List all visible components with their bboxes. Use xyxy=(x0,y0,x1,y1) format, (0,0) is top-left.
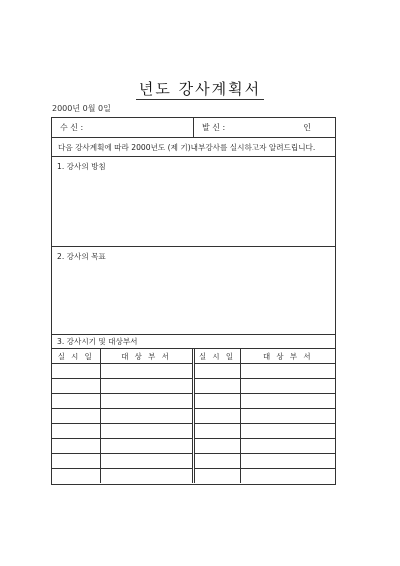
table-cell[interactable] xyxy=(100,379,193,394)
seal-label: 인 xyxy=(303,123,311,132)
table-row xyxy=(52,364,335,379)
column-header: 대 상 부 서 xyxy=(100,349,193,364)
table-cell[interactable] xyxy=(240,454,335,469)
column-header: 실 시 일 xyxy=(52,349,100,364)
table-cell[interactable] xyxy=(240,379,335,394)
table-cell[interactable] xyxy=(52,409,100,424)
recipient-label: 수 신 : xyxy=(60,123,84,132)
table-cell[interactable] xyxy=(193,394,240,409)
table-cell[interactable] xyxy=(240,409,335,424)
table-cell[interactable] xyxy=(52,379,100,394)
table-cell[interactable] xyxy=(100,409,193,424)
table-cell[interactable] xyxy=(52,424,100,439)
goal-section[interactable] xyxy=(52,247,335,335)
schedule-table xyxy=(52,349,335,483)
notice-text: 다음 강사계획에 따라 2000년도 (제 기)내부강사를 실시하고자 알려드립니다. xyxy=(58,143,316,152)
document-date: 2000년 0월 0일 xyxy=(52,104,111,113)
policy-section[interactable] xyxy=(52,157,335,247)
table-cell[interactable] xyxy=(240,364,335,379)
table-cell[interactable] xyxy=(193,409,240,424)
table-cell[interactable] xyxy=(100,439,193,454)
document-title: 년도 강사계획서 xyxy=(0,78,400,99)
sender-field[interactable] xyxy=(194,118,335,137)
header-row xyxy=(52,118,335,138)
table-cell[interactable] xyxy=(52,364,100,379)
table-row xyxy=(52,394,335,409)
table-cell[interactable] xyxy=(52,439,100,454)
table-cell[interactable] xyxy=(240,394,335,409)
table-row xyxy=(52,424,335,439)
table-cell[interactable] xyxy=(240,469,335,484)
plan-form xyxy=(51,117,336,485)
table-cell[interactable] xyxy=(193,469,240,484)
table-cell[interactable] xyxy=(100,469,193,484)
policy-label: 1. 강사의 방침 xyxy=(57,162,106,171)
column-header: 대 상 부 서 xyxy=(240,349,335,364)
table-cell[interactable] xyxy=(52,394,100,409)
table-cell[interactable] xyxy=(193,439,240,454)
table-row xyxy=(52,454,335,469)
table-cell[interactable] xyxy=(52,454,100,469)
table-cell[interactable] xyxy=(52,469,100,484)
table-row xyxy=(52,439,335,454)
table-cell[interactable] xyxy=(193,454,240,469)
table-row xyxy=(52,409,335,424)
table-row xyxy=(52,469,335,484)
schedule-label: 3. 강사시기 및 대상부서 xyxy=(57,337,138,346)
notice-row xyxy=(52,138,335,157)
table-cell[interactable] xyxy=(100,364,193,379)
table-cell[interactable] xyxy=(240,424,335,439)
recipient-field[interactable] xyxy=(52,118,194,137)
table-cell[interactable] xyxy=(193,424,240,439)
schedule-table-header xyxy=(52,349,335,364)
table-cell[interactable] xyxy=(100,424,193,439)
table-cell[interactable] xyxy=(193,379,240,394)
goal-label: 2. 강사의 목표 xyxy=(57,252,106,261)
sender-label: 발 신 : xyxy=(202,123,226,132)
table-cell[interactable] xyxy=(193,364,240,379)
schedule-section-header xyxy=(52,335,335,349)
column-header: 실 시 일 xyxy=(193,349,240,364)
table-row xyxy=(52,379,335,394)
table-cell[interactable] xyxy=(100,454,193,469)
table-cell[interactable] xyxy=(100,394,193,409)
table-cell[interactable] xyxy=(240,439,335,454)
